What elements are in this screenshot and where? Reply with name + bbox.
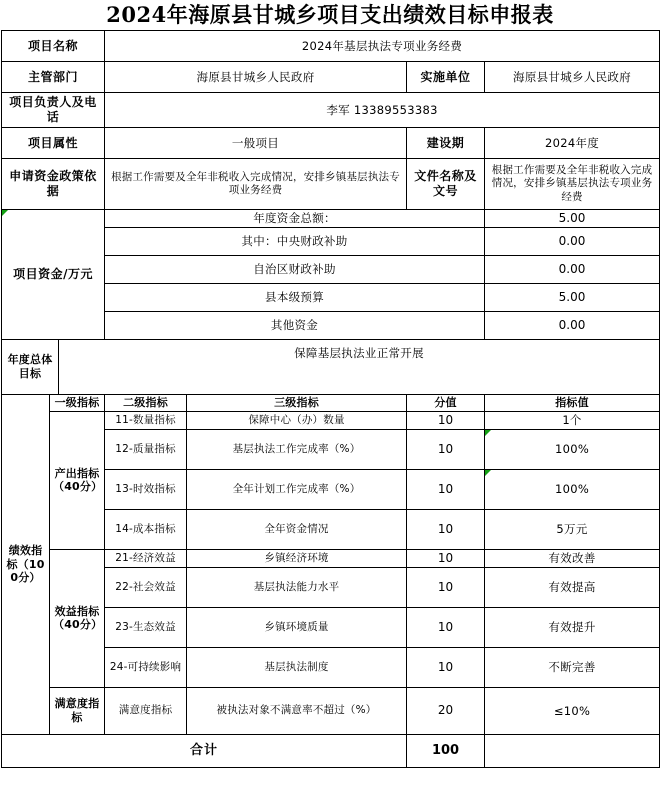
funding-item-name: 其中：中央财政补助 (105, 228, 485, 256)
funding-item-amount: 0.00 (485, 256, 660, 284)
row-policy-basis (2, 159, 660, 210)
annual-goal-value: 保障基层执法业正常开展 (59, 340, 660, 395)
supervising-dept-label: 主管部门 (2, 62, 105, 93)
score-value: 10 (407, 509, 485, 549)
target-value: 有效提高 (485, 567, 660, 607)
level3-label: 乡镇环境质量 (187, 607, 407, 647)
performance-section-label: 绩效指标（100分） (2, 395, 50, 735)
score-value: 20 (407, 687, 485, 734)
row-annual-goal (2, 340, 660, 395)
project-name-value: 2024年基层执法专项业务经费 (105, 31, 660, 62)
document-no-label: 文件名称及文号 (407, 159, 485, 210)
row-project-name (2, 31, 660, 62)
level1-output-label: 产出指标（40分） (50, 411, 105, 549)
total-target (485, 734, 660, 767)
header-level2: 二级指标 (105, 395, 187, 412)
level1-satisfaction-label (50, 687, 105, 734)
row-total (2, 734, 660, 767)
level2-label: 23-生态效益 (105, 607, 187, 647)
funding-item-name: 自治区财政补助 (105, 256, 485, 284)
level3-label: 乡镇经济环境 (187, 549, 407, 567)
header-level1: 一级指标 (50, 395, 105, 412)
level2-label: 24-可持续影响 (105, 647, 187, 687)
construction-period-value: 2024年度 (485, 128, 660, 159)
total-label: 合计 (2, 734, 407, 767)
implementing-unit-label: 实施单位 (407, 62, 485, 93)
score-value: 10 (407, 549, 485, 567)
project-attribute-label: 项目属性 (2, 128, 105, 159)
total-score: 100 (407, 734, 485, 767)
table-row (2, 411, 660, 429)
project-attribute-value: 一般项目 (105, 128, 407, 159)
funding-item-amount: 5.00 (485, 284, 660, 312)
level1-benefit-label: 效益指标（40分） (50, 549, 105, 687)
target-value: 5万元 (485, 509, 660, 549)
score-value: 10 (407, 567, 485, 607)
level2-label: 满意度指标 (105, 687, 187, 734)
row-project-attribute (2, 128, 660, 159)
policy-basis-label: 申请资金政策依据 (2, 159, 105, 210)
document-no-value: 根据工作需要及全年非税收入完成情况，安排乡镇基层执法专项业务经费 (485, 159, 660, 210)
implementing-unit-value: 海原县甘城乡人民政府 (485, 62, 660, 93)
row-supervising-dept (2, 62, 660, 93)
target-value: ≤10% (485, 687, 660, 734)
target-value: 有效提升 (485, 607, 660, 647)
level3-label: 全年计划工作完成率（%） (187, 469, 407, 509)
target-value: 不断完善 (485, 647, 660, 687)
level1-satisfaction-text: 满意度指标 (54, 697, 100, 724)
funding-item-name: 其他资金 (105, 312, 485, 340)
level2-label: 12-质量指标 (105, 429, 187, 469)
target-value: 1个 (485, 411, 660, 429)
level3-label: 被执法对象不满意率不超过（%） (187, 687, 407, 734)
level2-label: 14-成本指标 (105, 509, 187, 549)
score-value: 10 (407, 647, 485, 687)
construction-period-label: 建设期 (407, 128, 485, 159)
level2-label: 22-社会效益 (105, 567, 187, 607)
header-level3: 三级指标 (187, 395, 407, 412)
level3-label: 基层执法能力水平 (187, 567, 407, 607)
score-value: 10 (407, 411, 485, 429)
project-name-label: 项目名称 (2, 31, 105, 62)
funding-item-amount: 0.00 (485, 228, 660, 256)
project-manager-value: 李军 13389553383 (105, 93, 660, 128)
score-value: 10 (407, 429, 485, 469)
funding-item-name: 县本级预算 (105, 284, 485, 312)
row-funding-total (2, 210, 660, 228)
funding-item-amount: 5.00 (485, 210, 660, 228)
table-row (2, 549, 660, 567)
funding-item-name: 年度资金总额： (105, 210, 485, 228)
performance-target-form (1, 30, 660, 768)
row-performance-header (2, 395, 660, 412)
level3-label: 基层执法工作完成率（%） (187, 429, 407, 469)
target-value: 100% (485, 429, 660, 469)
project-manager-label: 项目负责人及电话 (2, 93, 105, 128)
target-value: 100% (485, 469, 660, 509)
level3-label: 全年资金情况 (187, 509, 407, 549)
target-value: 有效改善 (485, 549, 660, 567)
level2-label: 11-数量指标 (105, 411, 187, 429)
table-row (2, 687, 660, 734)
funding-label: 项目资金/万元 (2, 210, 105, 340)
level3-label: 保障中心（办）数量 (187, 411, 407, 429)
supervising-dept-value: 海原县甘城乡人民政府 (105, 62, 407, 93)
header-score: 分值 (407, 395, 485, 412)
row-project-manager (2, 93, 660, 128)
score-value: 10 (407, 469, 485, 509)
score-value: 10 (407, 607, 485, 647)
level2-label: 21-经济效益 (105, 549, 187, 567)
annual-goal-label: 年度总体目标 (2, 340, 59, 395)
funding-item-amount: 0.00 (485, 312, 660, 340)
page-title: 2024年海原县甘城乡项目支出绩效目标申报表 (106, 2, 554, 27)
level3-label: 基层执法制度 (187, 647, 407, 687)
level2-label: 13-时效指标 (105, 469, 187, 509)
policy-basis-value: 根据工作需要及全年非税收入完成情况，安排乡镇基层执法专项业务经费 (105, 159, 407, 210)
header-target: 指标值 (485, 395, 660, 412)
